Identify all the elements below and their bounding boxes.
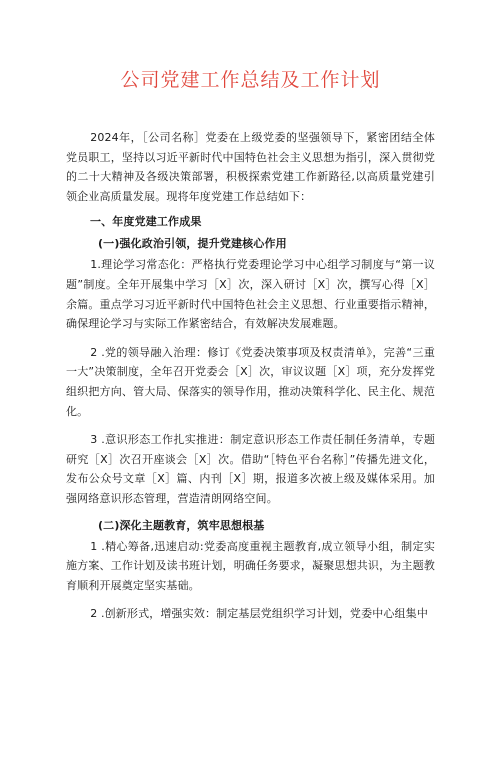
intro-paragraph: 2024年，［公司名称］党委在上级党委的坚强领导下，紧密团结全体党员职工，坚持以习近平新时代中国特色社会主义思想为指引，深入贯彻党的二十大精神及各级决策部署，积极探索党建工作新路径,以高质量党建引领企业高质量发展。现将年度党建工作总结如下： — [66, 131, 435, 203]
paragraph-party-leadership: 2 .党的领导融入治理：修订《党委决策事项及权责清单》，完善“三重一大”决策制度，全年召开党委会［X］次，审议议题［X］项，充分发挥党组织把方向、管大局、保落实的领导作用，推动决策科学化、民主化、规范化。 — [66, 345, 435, 418]
document-title: 公司党建工作总结及工作计划 — [120, 69, 381, 91]
document-page — [0, 68, 500, 775]
paragraph-ideology-work: 3 .意识形态工作扎实推进：制定意识形态工作责任制任务清单，专题研究［X］次召开座谈会［X］次。借助“［特色平台名称］”传播先进文化，发布公众号文章［X］篇、内刊［X］期，报道多次被上级及媒体采用。加强网络意识形态管理，营造清朗网络空间。 — [66, 433, 435, 505]
paragraph-innovation: 2 .创新形式，增强实效：制定基层党组织学习计划，党委中心组集中 — [90, 607, 428, 621]
paragraph-theory-study: 1.理论学习常态化：严格执行党委理论学习中心组学习制度与“第一议题”制度。全年开展集中学习［X］次，深入研讨［X］次，撰写心得［X］余篇。重点学习习近平新时代中国特色社会主义思想、行业重要指示精神，确保理论学习与实际工作紧密结合，有效解决发展难题。 — [66, 258, 435, 331]
subsection-heading-1: (一)强化政治引领，提升党建核心作用 — [98, 237, 287, 251]
paragraph-preparation: 1 .精心筹备,迅速启动:党委高度重视主题教育,成立领导小组，制定实施方案、工作计划及读书班计划，明确任务要求，凝聚思想共识，为主题教育顺利开展奠定坚实基础。 — [66, 539, 435, 592]
section-heading-1: 一、年度党建工作成果 — [90, 215, 202, 229]
subsection-heading-2: (二)深化主题教育，筑牢思想根基 — [98, 518, 265, 532]
